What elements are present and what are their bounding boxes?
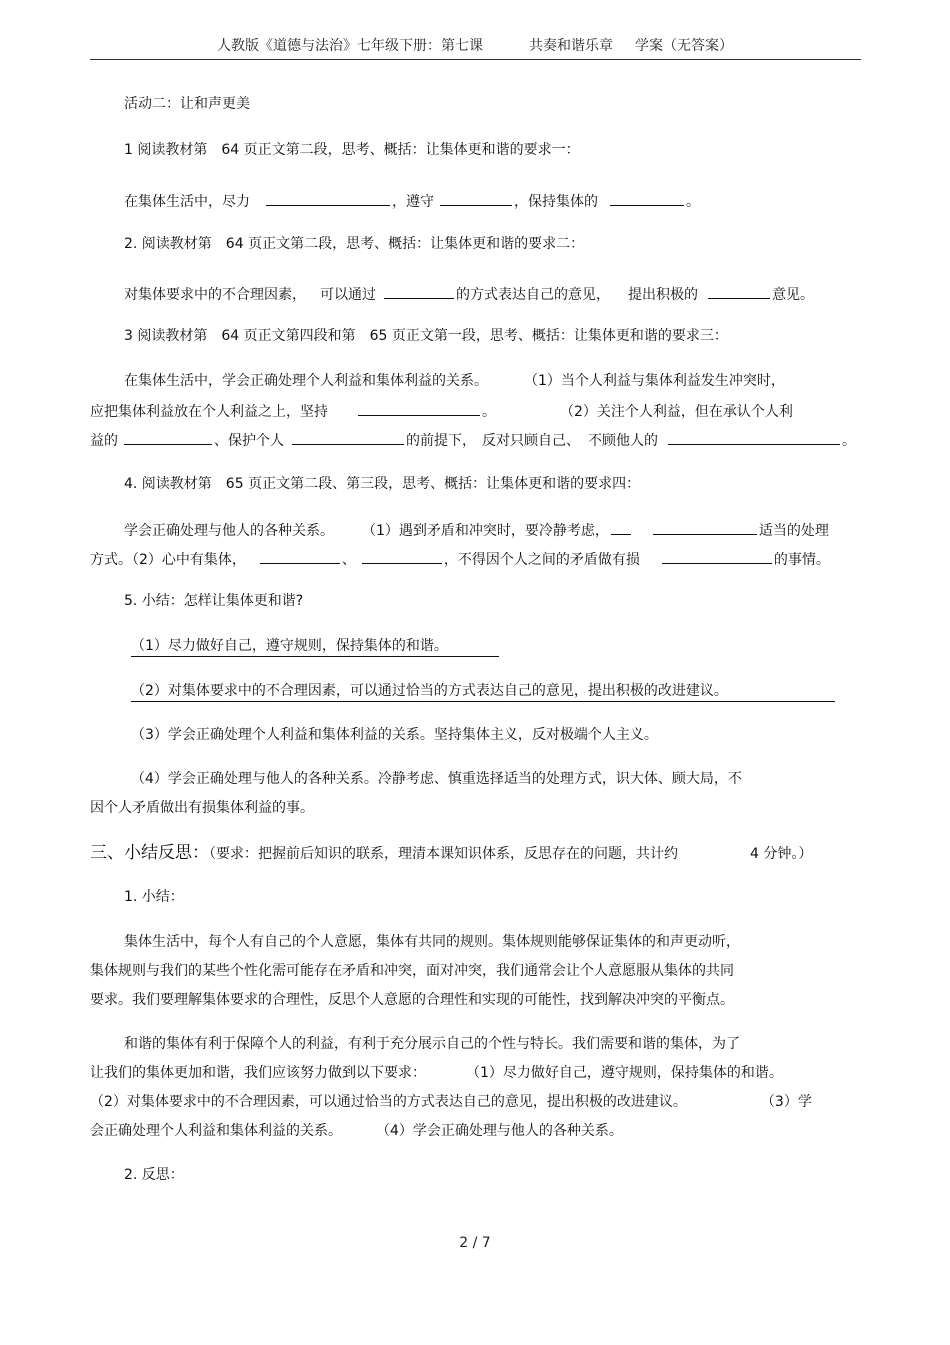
q4-line-1: 学会正确处理与他人的各种关系。 （1）遇到矛盾和冲突时，要冷静考虑， 适当的处理 [124,520,829,540]
blank-field[interactable] [653,520,757,535]
page-number: 2 / 7 [459,1235,491,1251]
q3-line-3: 益的 、保护个人 的前提下， 反对只顾自己、 不顾他人的 。 [90,430,856,450]
summary-item-4a: （4）学会正确处理与他人的各种关系。冷静考虑、慎重选择适当的处理方式，识大体、顾大局，不 [131,771,742,787]
q3-line-1: 在集体生活中，学会正确处理个人利益和集体利益的关系。 （1）当个人利益与集体利益发生冲突时， [124,373,785,389]
header-title: 人教版《道德与法治》七年级下册：第七课 [217,38,483,54]
summary-item-2: （2）对集体要求中的不合理因素，可以通过恰当的方式表达自己的意见，提出积极的改进建议。 [131,682,835,702]
blank-field[interactable] [708,284,770,299]
blank-field[interactable] [266,191,390,206]
blank-field[interactable] [668,430,840,445]
blank-field[interactable] [358,401,480,416]
page-header [90,35,860,55]
blank-field[interactable] [362,549,442,564]
blank-field[interactable] [440,191,512,206]
blank-field[interactable] [384,284,454,299]
q2-line: 对集体要求中的不合理因素， 可以通过 的方式表达自己的意见， 提出积极的 意见。 [124,284,814,304]
activity-title: 活动二：让和声更美 [124,96,250,112]
summary-item-3: （3）学会正确处理个人利益和集体利益的关系。坚持集体主义，反对极端个人主义。 [131,727,658,743]
summary-item-1: （1）尽力做好自己，遵守规则，保持集体的和谐。 [131,637,499,657]
header-lesson: 共奏和谐乐章 [529,38,613,54]
blank-field[interactable] [124,430,212,445]
section-3-heading: 三、小结反思：（要求：把握前后知识的联系，理清本课知识体系，反思存在的问题，共计约 4 分钟。） [90,843,813,863]
blank-field[interactable] [611,520,631,535]
header-type: 学案（无答案） [635,38,733,54]
summary-paragraph-1-line-3: 要求。我们要理解集体要求的合理性，反思个人意愿的合理性和实现的可能性，找到解决冲突的平衡点。 [90,992,734,1008]
summary-paragraph-2-line-2: 让我们的集体更加和谐，我们应该努力做到以下要求： （1）尽力做好自己，遵守规则，保持集体的和谐。 [90,1065,783,1081]
q3-prompt: 3 阅读教材第 64 页正文第四段和第 65 页正文第一段，思考、概括：让集体更和谐的要求三： [124,328,728,344]
q2-prompt: 2. 阅读教材第 64 页正文第二段，思考、概括：让集体更和谐的要求二： [124,236,585,252]
q1-line: 在集体生活中，尽力 ，遵守 ，保持集体的 。 [124,191,700,211]
summary-paragraph-1-line-2: 集体规则与我们的某些个性化需可能存在矛盾和冲突，面对冲突，我们通常会让个人意愿服从集体的共同 [90,963,734,979]
q5-prompt: 5. 小结：怎样让集体更和谐? [124,593,304,609]
blank-field[interactable] [292,430,404,445]
q3-line-2: 应把集体利益放在个人利益之上，坚持 。 （2）关注个人利益，但在承认个人利 [90,401,793,421]
summary-label: 1. 小结： [124,889,184,905]
q4-line-2: 方式。（2）心中有集体， 、 ，不得因个人之间的矛盾做有损 的事情。 [90,549,830,569]
reflection-label: 2. 反思： [124,1167,184,1183]
blank-field[interactable] [260,549,340,564]
summary-paragraph-2-line-3: （2）对集体要求中的不合理因素，可以通过恰当的方式表达自己的意见，提出积极的改进建议。 （3）学 [90,1094,812,1110]
q4-prompt: 4. 阅读教材第 65 页正文第二段、第三段，思考、概括：让集体更和谐的要求四： [124,476,641,492]
summary-item-4b: 因个人矛盾做出有损集体利益的事。 [90,800,314,816]
blank-field[interactable] [610,191,684,206]
summary-paragraph-2-line-4: 会正确处理个人利益和集体利益的关系。 （4）学会正确处理与他人的各种关系。 [90,1123,623,1139]
summary-paragraph-1-line-1: 集体生活中，每个人有自己的个人意愿，集体有共同的规则。集体规则能够保证集体的和声更动听， [124,934,740,950]
header-divider [90,59,861,60]
q1-prompt: 1 阅读教材第 64 页正文第二段，思考、概括：让集体更和谐的要求一： [124,142,580,158]
summary-paragraph-2-line-1: 和谐的集体有利于保障个人的利益，有利于充分展示自己的个性与特长。我们需要和谐的集体，为了 [124,1036,740,1052]
blank-field[interactable] [662,549,772,564]
